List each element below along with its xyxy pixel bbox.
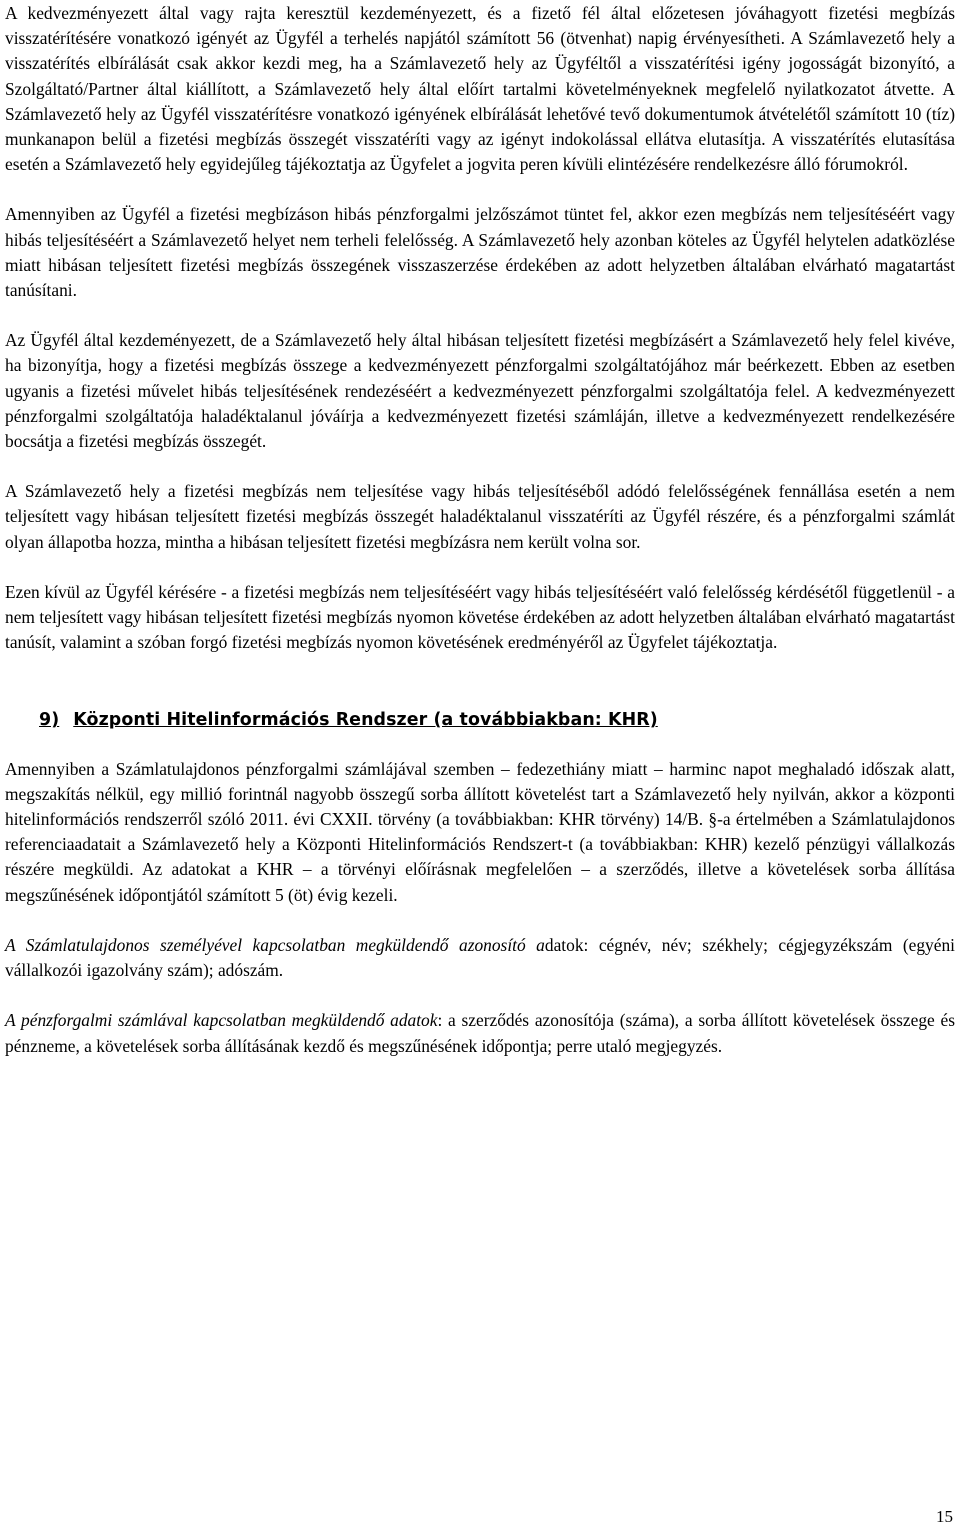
section-heading <box>5 708 955 733</box>
identifiers-label: A Számlatulajdonos személyével kapcsolatban megküldendő azonosító a <box>5 934 545 955</box>
paragraph-tracking: Ezen kívül az Ügyfél kérésére - a fizetési megbízás nem teljesítéséért vagy hibás teljesítéséért való felelősség kérdésétől függetlenül - a nem teljesített vagy hibásan teljesített fizetési megbízás nyomon követése érdekében az adott helyzetben általában elvárható magatartást tanúsít, valamint a szóban forgó fizetési megbízás nyomon követésének eredményéről az Ügyfelet tájékoztatja. <box>5 581 955 653</box>
paragraph-faulty-execution: Az Ügyfél által kezdeményezett, de a Számlavezető hely által hibásan teljesített fizetési megbízásért a Számlavezető hely felel kivéve, ha bizonyítja, hogy a fizetési megbízás összege a kedvezményezett pénzforgalmi szolgáltatójához már beérkezett. Ebben az esetben ugyanis a fizetési művelet hibás teljesítésének rendezéséért a kedvezményezett pénzforgalmi szolgáltatója felel. A kedvezményezett pénzforgalmi szolgáltatója haladéktalanul jóváírja a kedvezményezett fizetési számláján, illetve a kedvezményezett rendelkezésére bocsátja a fizetési megbízás összegét. <box>5 330 955 452</box>
identifiers-text: datok: cégnév, név; székhely; cégjegyzékszám (egyéni vállalkozói igazolvány szám); adószám. <box>5 934 955 981</box>
account-data-label: A pénzforgalmi számlával kapcsolatban megküldendő adatok <box>5 1010 438 1031</box>
document-page <box>5 1 955 1059</box>
paragraph-refund-claim: A kedvezményezett által vagy rajta keresztül kezdeményezett, és a fizető fél által előzetesen jóváhagyott fizetési megbízás visszatérítésére vonatkozó igényét az Ügyfél a terhelés napjától számított 56 (ötvenhat) napig érvényesítheti. A Számlavezető hely a visszatérítés elbírálását csak akkor kezdi meg, ha a Számlavezető hely az Ügyféltől a visszatérítési igény jogosságát bizonyító, a Szolgáltató/Partner által kiállított, a Számlavezető hely által előírt tartalmi követelményeknek megfelelő nyilatkozatot átvette. A Számlavezető hely az Ügyfél visszatérítésre vonatkozó igényének elbírálását lehetővé tevő dokumentumok átvételétől számított 10 (tíz) munkanapon belül a fizetési megbízás összegét visszatéríti vagy az igényt indokolással ellátva elutasítja. A visszatérítés elutasítása esetén a Számlavezető hely egyidejűleg tájékoztatja az Ügyfelet a jogvita peren kívüli elintézésére rendelkezésre álló fórumokról. <box>5 3 955 175</box>
section-title: Központi Hitelinformációs Rendszer (a továbbiakban: KHR) <box>73 710 658 731</box>
paragraph-liability-refund: A Számlavezető hely a fizetési megbízás nem teljesítése vagy hibás teljesítéséből adódó felelősségének fennállása esetén a nem teljesített vagy hibásan teljesített fizetési megbízás összegét haladéktalanul visszatéríti az Ügyfél részére, és a pénzforgalmi számlát olyan állapotba hozza, mintha a hibásan teljesített fizetési megbízásra nem került volna sor. <box>5 481 955 552</box>
paragraph-identifiers <box>5 933 955 983</box>
account-data-text: : a szerződés azonosítója (száma), a sorba állított követelések összege és pénzneme, a követelések sorba állításának kezdő és megszűnésének időpontja; perre utaló megjegyzés. <box>5 1010 955 1056</box>
paragraph-khr: Amennyiben a Számlatulajdonos pénzforgalmi számlájával szemben – fedezethiány miatt – harminc napot meghaladó időszak alatt, megszakítás nélkül, egy millió forintnál nagyobb összegű sorba állított követelést tart a Számlavezető hely nyilván, akkor a központi hitelinformációs rendszerről szóló 2011. évi CXXII. törvény (a továbbiakban: KHR törvény) 14/B. §-a értelmében a Számlatulajdonos referenciaadatait a Számlavezető hely a Központi Hitelinformációs Rendszert-t (a továbbiakban: KHR) kezelő pénzügyi vállalkozás részére megküldi. Az adatokat a KHR – a törvényi előírásnak megfelelően – a szerződés, illetve a követelések sorba állítása megszűnésének időpontjától számított 5 (öt) évig kezeli. <box>5 758 955 905</box>
paragraph-wrong-account-number: Amennyiben az Ügyfél a fizetési megbízáson hibás pénzforgalmi jelzőszámot tüntet fel, akkor ezen megbízás nem teljesítéséért vagy hibás teljesítéséért a Számlavezető helyet nem terheli felelősség. A Számlavezető hely azonban köteles az Ügyfél helytelen adatközlése miatt hibásan teljesített fizetési megbízás összegének visszaszerzése érdekében az adott helyzetben általában elvárható magatartást tanúsítani. <box>5 204 955 301</box>
section-number: 9) <box>39 710 60 731</box>
page-number: 15 <box>936 1507 953 1526</box>
paragraph-account-data <box>5 1008 955 1058</box>
